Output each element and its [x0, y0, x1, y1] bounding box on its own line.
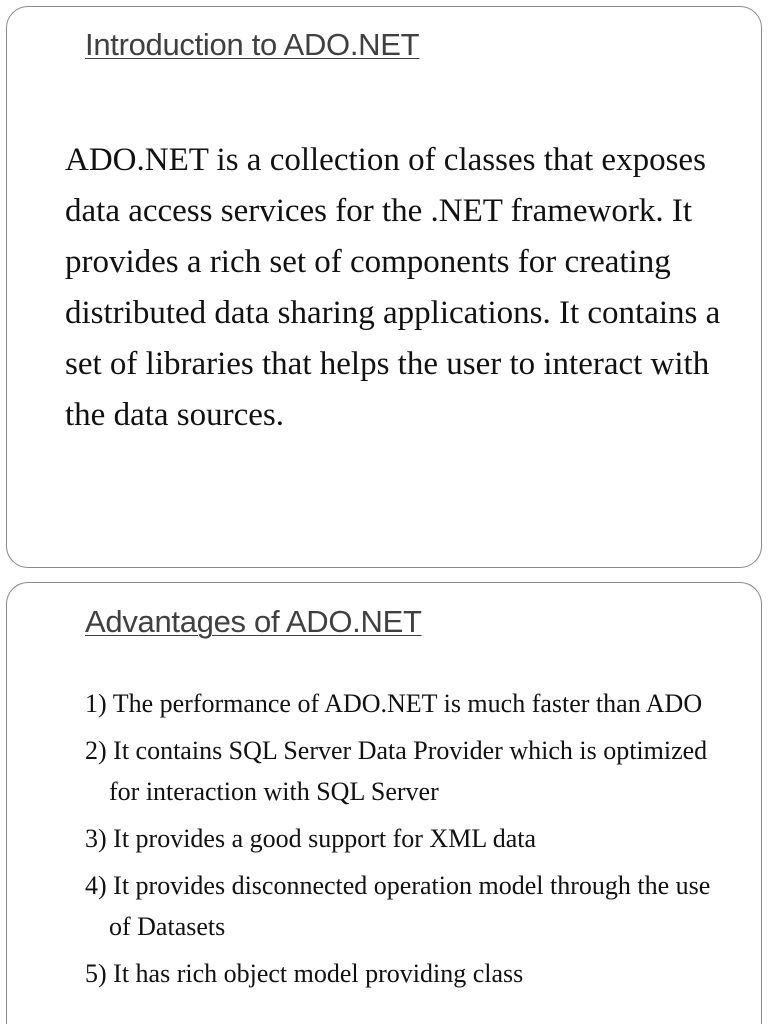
intro-paragraph: ADO.NET is a collection of classes that exposes data access services for the .NET framework. It provides a rich set of components for creating distributed data sharing applications. It contains a set of libraries that helps the user to interact with the data sources. [65, 142, 721, 433]
slide-introduction [6, 6, 762, 568]
slide-title: Introduction to ADO.NET [85, 27, 420, 62]
list-item: 4) It provides disconnected operation model through the use of Datasets [85, 871, 711, 941]
list-item: 2) It contains SQL Server Data Provider which is optimized for interaction with SQL Server [85, 736, 708, 806]
list-item: 5) It has rich object model providing class [85, 959, 524, 988]
slide-title: Advantages of ADO.NET [85, 604, 422, 639]
advantages-list [85, 683, 735, 1000]
slide-advantages [6, 582, 762, 1024]
list-item: 3) It provides a good support for XML data [85, 824, 537, 853]
list-item: 1) The performance of ADO.NET is much faster than ADO [85, 689, 703, 718]
